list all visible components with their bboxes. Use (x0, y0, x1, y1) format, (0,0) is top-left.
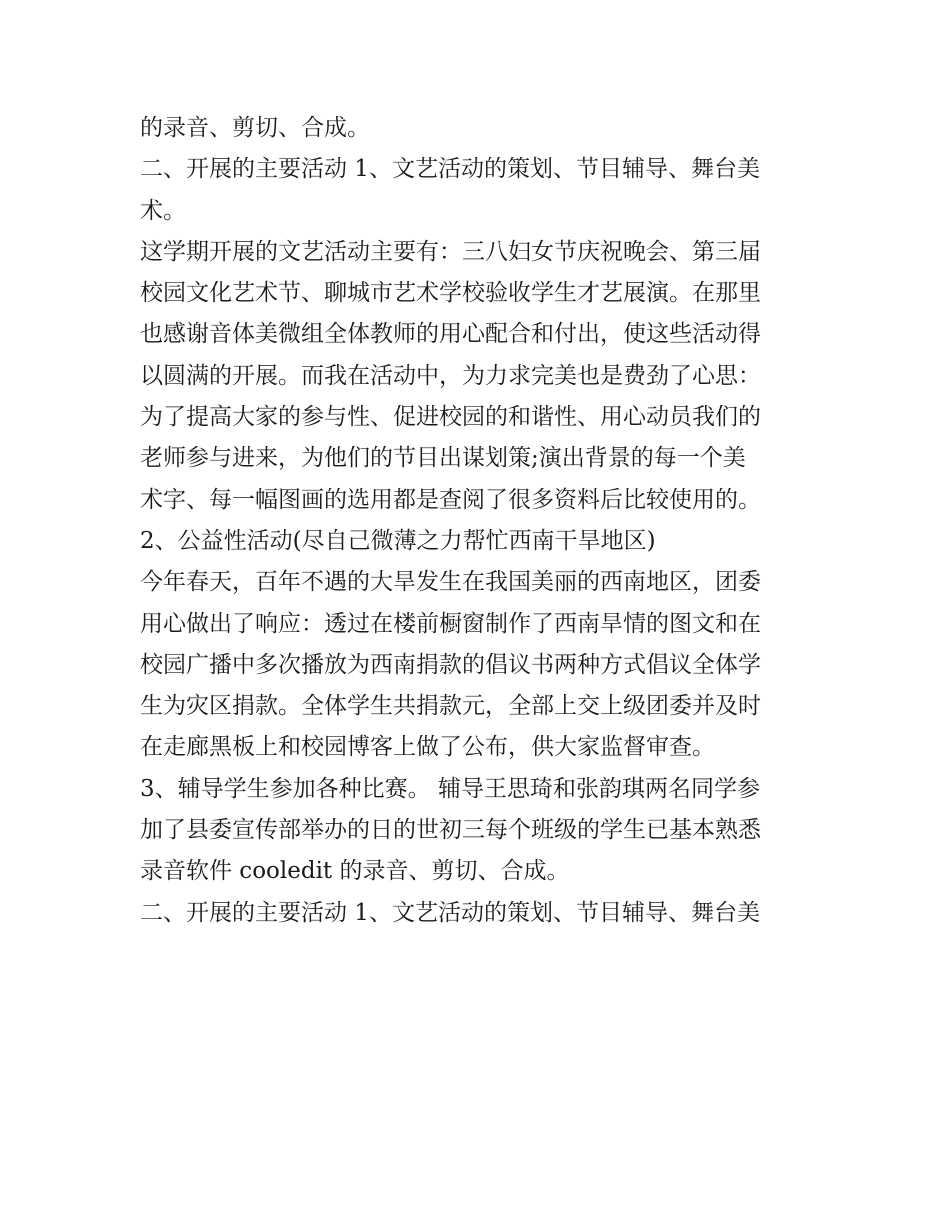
text-line: 加了县委宣传部举办的日的世初三每个班级的学生已基本熟悉 (140, 817, 761, 844)
text-line: 二、开展的主要活动 1、文艺活动的策划、节目辅导、舞台美 (140, 156, 760, 183)
text-line: 也感谢音体美微组全体教师的用心配合和付出，使这些活动得 (140, 321, 761, 348)
document-body (140, 108, 820, 934)
text-line: 用心做出了响应：透过在楼前橱窗制作了西南旱情的图文和在 (140, 610, 761, 637)
text-line: 以圆满的开展。而我在活动中，为力求完美也是费劲了心思： (140, 362, 761, 389)
text-line: 录音软件 cooledit 的录音、剪切、合成。 (140, 858, 570, 885)
text-line: 术。 (140, 197, 186, 224)
paragraph (140, 769, 820, 893)
paragraph (140, 232, 820, 521)
text-line: 校园广播中多次播放为西南捐款的倡议书两种方式倡议全体学 (140, 651, 761, 678)
text-line: 为了提高大家的参与性、促进校园的和谐性、用心动员我们的 (140, 404, 761, 431)
paragraph (140, 562, 820, 768)
text-line: 校园文化艺术节、聊城市艺术学校验收学生才艺展演。在那里 (140, 280, 761, 307)
text-line: 生为灾区捐款。全体学生共捐款元，全部上交上级团委并及时 (140, 693, 761, 720)
text-line: 的录音、剪切、合成。 (140, 115, 370, 141)
text-line: 在走廊黑板上和校园博客上做了公布，供大家监督审查。 (140, 734, 715, 761)
paragraph (140, 108, 820, 149)
paragraph (140, 521, 820, 562)
text-line: 今年春天，百年不遇的大旱发生在我国美丽的西南地区，团委 (140, 569, 761, 596)
text-line: 术字、每一幅图画的选用都是查阅了很多资料后比较使用的。 (140, 486, 761, 513)
paragraph (140, 149, 820, 232)
text-line: 3、辅导学生参加各种比赛。 辅导王思琦和张韵琪两名同学参 (140, 775, 760, 802)
paragraph (140, 893, 820, 934)
text-line: 老师参与进来，为他们的节目出谋划策;演出背景的每一个美 (140, 445, 746, 472)
text-line: 2、公益性活动(尽自己微薄之力帮忙西南干旱地区) (140, 527, 656, 554)
text-line: 这学期开展的文艺活动主要有：三八妇女节庆祝晚会、第三届 (140, 238, 761, 265)
text-line: 二、开展的主要活动 1、文艺活动的策划、节目辅导、舞台美 (140, 899, 760, 926)
